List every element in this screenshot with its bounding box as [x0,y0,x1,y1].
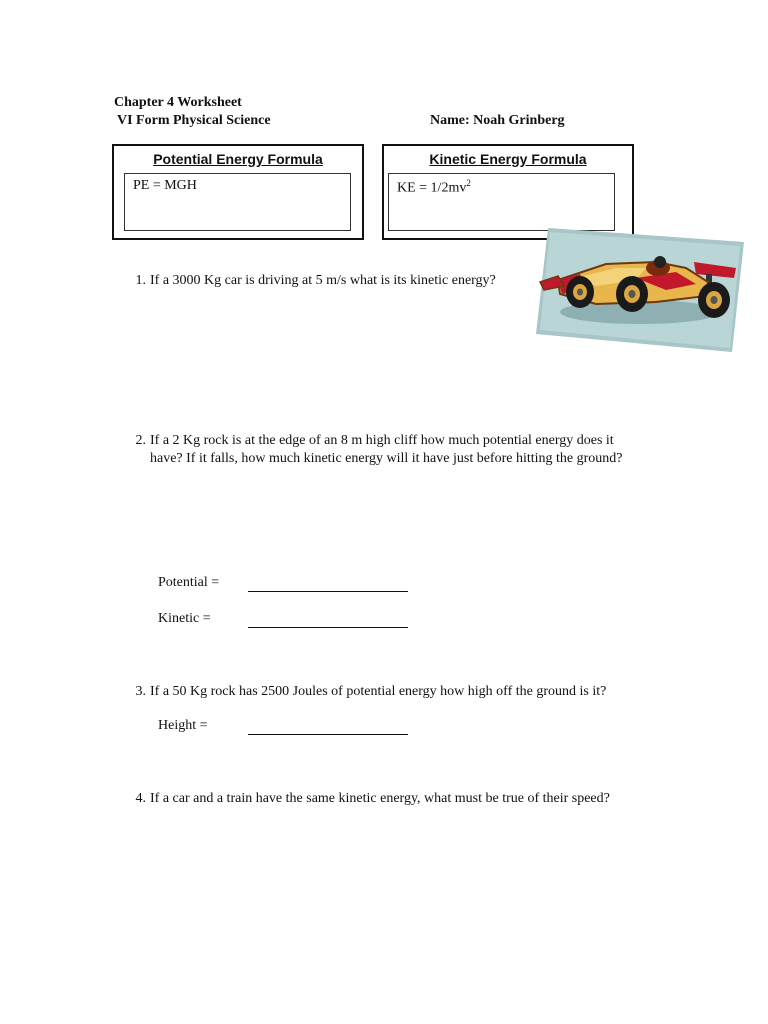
question-text: If a 50 Kg rock has 2500 Joules of potential energy how high off the ground is it? [150,684,607,699]
kinetic-energy-formula-field [388,173,615,231]
potential-energy-formula-field [124,173,351,231]
potential-answer-blank[interactable] [248,591,408,592]
student-name: Name: Noah Grinberg [430,113,565,128]
kinetic-answer-label: Kinetic = [158,611,211,626]
potential-energy-formula-title: Potential Energy Formula [153,151,323,167]
potential-answer-label: Potential = [158,575,220,590]
potential-energy-formula-box [112,144,364,240]
kinetic-energy-exponent: 2 [466,178,471,188]
question-number: 1. [135,273,146,288]
race-car-icon [536,228,744,352]
question-number: 3. [135,684,146,699]
course-name: VI Form Physical Science [117,113,271,128]
question-text: If a car and a train have the same kinetic energy, what must be true of their speed? [150,791,610,806]
worksheet-title: Chapter 4 Worksheet [114,95,242,110]
kinetic-answer-blank[interactable] [248,627,408,628]
height-answer-label: Height = [158,718,208,733]
kinetic-energy-formula: KE = 1/2mv [397,180,467,196]
potential-energy-formula: PE = MGH [133,178,197,193]
race-car-image [536,228,744,352]
question-number: 4. [135,791,146,806]
question-number: 2. [135,433,146,448]
height-answer-blank[interactable] [248,734,408,735]
question-text: If a 2 Kg rock is at the edge of an 8 m high cliff how much potential energy does it have? If it falls, how much kinetic energy will it have just before hitting the ground? [150,433,623,466]
question-text: If a 3000 Kg car is driving at 5 m/s what is its kinetic energy? [150,273,496,288]
kinetic-energy-formula-box [382,144,634,240]
kinetic-energy-formula-title: Kinetic Energy Formula [429,151,587,167]
